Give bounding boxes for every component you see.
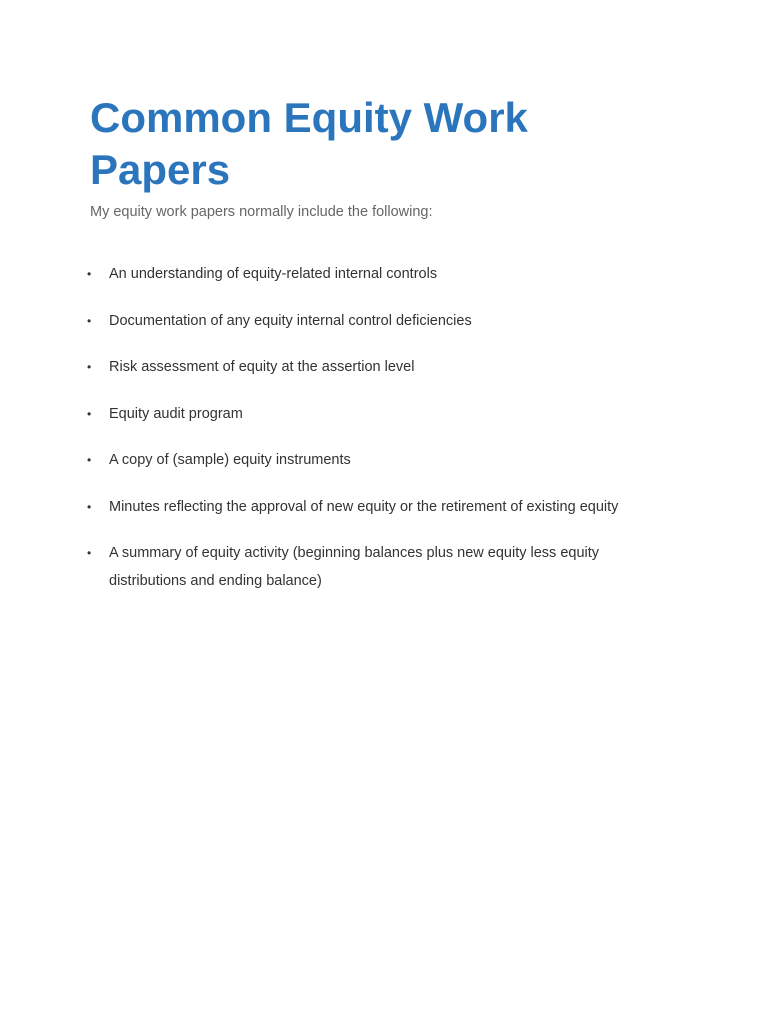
bullet-icon: •	[87, 499, 92, 514]
list-item-text: A summary of equity activity (beginning balances plus new equity less equity distributions and ending balance)	[109, 545, 600, 589]
list-item	[87, 539, 650, 595]
bullet-icon: •	[87, 453, 92, 467]
work-papers-list	[87, 260, 650, 595]
list-item-text: A copy of (sample) equity instruments	[109, 452, 351, 468]
bullet-icon: •	[87, 546, 92, 560]
list-item	[87, 260, 650, 288]
list-item	[87, 400, 650, 428]
bullet-icon: •	[87, 267, 92, 281]
bullet-icon: •	[87, 406, 92, 421]
list-item	[87, 446, 650, 474]
list-item-text: Risk assessment of equity at the assertion level	[109, 359, 415, 375]
bullet-icon: •	[87, 313, 92, 328]
list-item-text: An understanding of equity-related internal controls	[109, 266, 438, 282]
list-item	[87, 307, 650, 335]
intro-paragraph: My equity work papers normally include the following:	[90, 204, 433, 220]
list-item	[87, 493, 650, 521]
list-item-text: Documentation of any equity internal control deficiencies	[109, 312, 472, 329]
list-item-text: Minutes reflecting the approval of new equity or the retirement of existing equity	[109, 498, 619, 515]
bullet-icon: •	[87, 360, 92, 374]
list-item-text: Equity audit program	[109, 405, 243, 422]
page-title: Common Equity Work Papers	[90, 94, 528, 193]
list-item	[87, 353, 650, 381]
